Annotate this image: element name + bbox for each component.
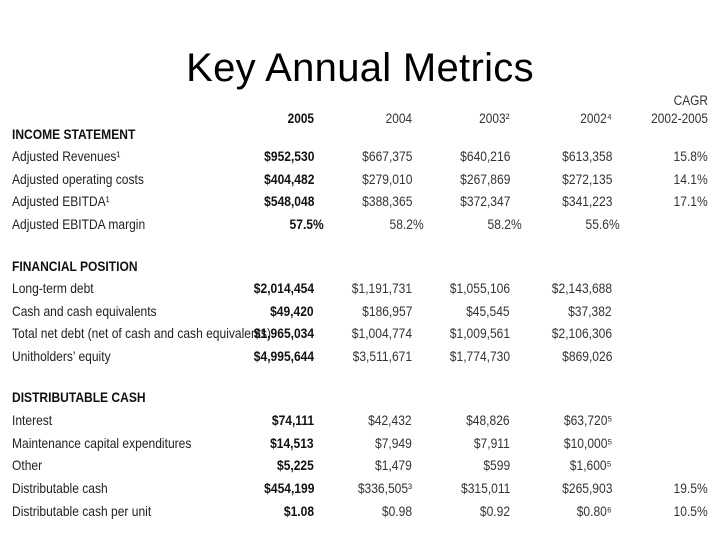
value-2005: $1,965,034 [253, 325, 314, 342]
table-row [0, 193, 720, 213]
value-2002: 55.6% [585, 216, 620, 233]
section-title: DISTRIBUTABLE CASH [12, 389, 146, 405]
value-2002: $869,026 [561, 348, 612, 365]
value-2003: $0.92 [479, 502, 510, 519]
column-header-2002: 2002⁴ [580, 111, 612, 126]
value-2005: $49,420 [270, 302, 314, 319]
value-2005: 57.5% [289, 216, 324, 233]
section-header [0, 389, 720, 409]
value-2005: $548,048 [263, 193, 314, 210]
row-label: Total net debt (net of cash and cash equivalents) [12, 325, 272, 342]
value-2005: $4,995,644 [253, 348, 314, 365]
table-row [0, 480, 720, 500]
value-2004: $7,949 [375, 434, 412, 451]
value-2002: $2,143,688 [551, 280, 612, 296]
section-title: FINANCIAL POSITION [12, 258, 138, 274]
value-2004: $388,365 [361, 193, 412, 210]
section-title: INCOME STATEMENT [12, 126, 136, 142]
value-2004: $279,010 [361, 170, 412, 187]
value-2003: $1,774,730 [449, 348, 510, 365]
value-2002: $2,106,306 [551, 325, 612, 342]
row-label: Interest [12, 412, 53, 428]
value-2003: $315,011 [460, 480, 510, 497]
value-2005: $404,482 [263, 170, 314, 187]
value-2005: $14,513 [270, 434, 314, 451]
row-label: Long-term debt [12, 280, 94, 296]
value-cagr: 17.1% [673, 193, 708, 210]
value-2003: $1,055,106 [449, 280, 510, 296]
value-2005: $1.08 [283, 502, 314, 519]
value-cagr: 15.8% [673, 148, 708, 164]
value-2004: $42,432 [368, 412, 412, 428]
value-cagr: 19.5% [673, 480, 708, 497]
column-header-2005: 2005 [287, 111, 314, 126]
row-label: Cash and cash equivalents [12, 302, 157, 319]
table-row [0, 412, 720, 432]
value-2003: $48,826 [466, 412, 510, 428]
value-2005: $952,530 [263, 148, 314, 164]
value-2002: $272,135 [561, 170, 612, 187]
row-label: Distributable cash [12, 480, 108, 497]
row-label: Adjusted EBITDA margin [12, 216, 146, 233]
table-row [0, 457, 720, 477]
value-2002: $63,720⁵ [563, 412, 612, 428]
value-2003: $7,911 [474, 434, 510, 451]
value-2004: $186,957 [361, 302, 412, 319]
table-row [0, 148, 720, 168]
column-header-2003: 2003² [479, 111, 510, 126]
value-2002: $613,358 [561, 148, 612, 164]
row-label: Adjusted operating costs [12, 170, 144, 187]
table-row [0, 303, 720, 323]
table-row [0, 348, 720, 368]
value-2002: $37,382 [568, 302, 612, 319]
value-2002: $265,903 [561, 480, 612, 497]
value-2004: 58.2% [389, 216, 424, 233]
table-row [0, 280, 720, 300]
value-2004: $0.98 [381, 502, 412, 519]
row-label: Maintenance capital expenditures [12, 434, 192, 451]
value-2003: $45,545 [466, 302, 510, 319]
table-row [0, 171, 720, 191]
value-2004: $1,191,731 [351, 280, 412, 296]
value-2003: $1,009,561 [449, 325, 510, 342]
value-2003: $599 [483, 457, 510, 474]
cagr-header-line2: 2002-2005 [651, 111, 708, 126]
section-header [0, 258, 720, 278]
cagr-header-line1: CAGR [673, 93, 708, 108]
table-row [0, 503, 720, 523]
row-label: Unitholders’ equity [12, 348, 111, 365]
table-row [0, 435, 720, 455]
section-header [0, 126, 720, 146]
row-label: Other [12, 457, 43, 474]
value-2004: $1,004,774 [351, 325, 412, 342]
value-2005: $454,199 [263, 480, 314, 497]
value-2002: $1,600⁵ [570, 457, 612, 474]
slide-title: Key Annual Metrics [186, 46, 534, 90]
value-2004: $667,375 [361, 148, 412, 164]
table-row [0, 216, 720, 236]
value-2004: $1,479 [375, 457, 412, 474]
value-2004: $336,505³ [357, 480, 412, 497]
row-label: Adjusted EBITDA¹ [12, 193, 110, 210]
value-2005: $5,225 [277, 457, 314, 474]
row-label: Distributable cash per unit [12, 502, 152, 519]
value-2005: $2,014,454 [253, 280, 314, 296]
cagr-header [638, 92, 708, 128]
row-label: Adjusted Revenues¹ [12, 148, 121, 164]
value-2004: $3,511,671 [352, 348, 412, 365]
value-2003: $640,216 [459, 148, 510, 164]
value-2003: $372,347 [459, 193, 510, 210]
value-cagr: 14.1% [673, 170, 708, 187]
value-2005: $74,111 [271, 412, 314, 428]
value-2003: 58.2% [487, 216, 522, 233]
value-2002: $0.80⁶ [576, 502, 612, 519]
column-header-2004: 2004 [385, 111, 412, 126]
value-2003: $267,869 [459, 170, 510, 187]
value-cagr: 10.5% [673, 502, 708, 519]
table-row [0, 325, 720, 345]
value-2002: $341,223 [561, 193, 612, 210]
value-2002: $10,000⁵ [563, 434, 612, 451]
